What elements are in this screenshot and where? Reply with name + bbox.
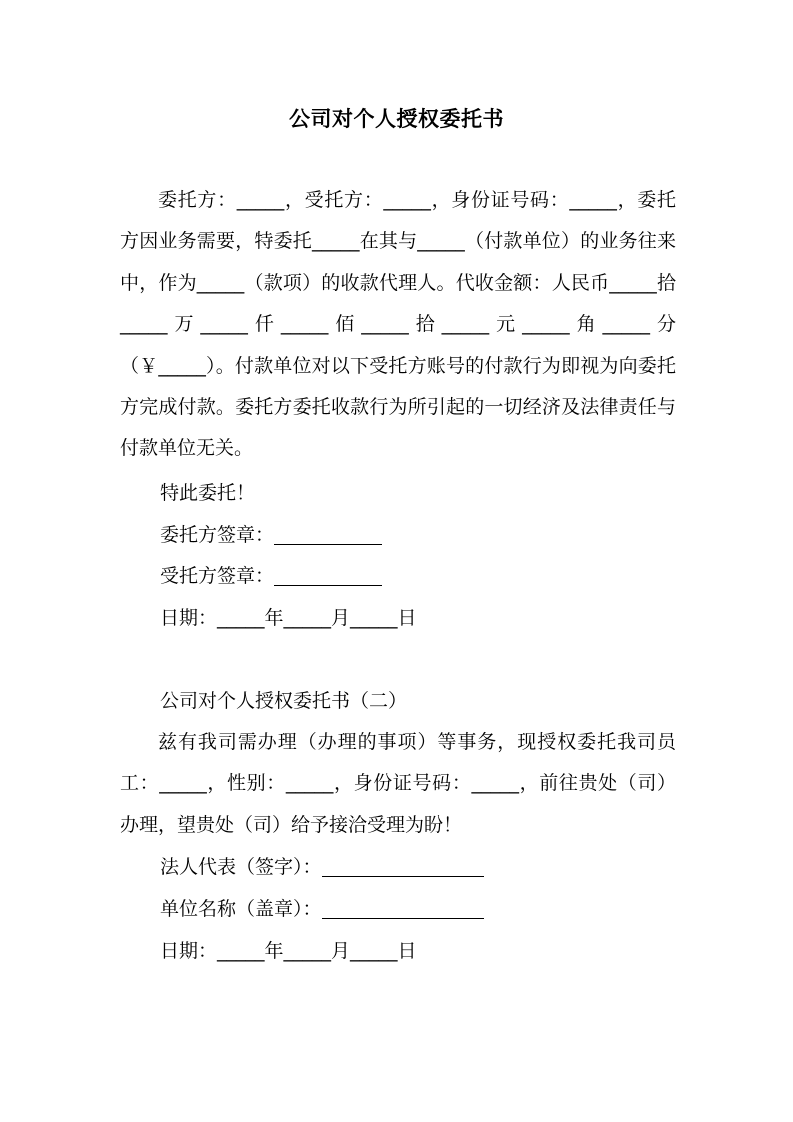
unit-name-blank [322, 898, 484, 919]
date-line: 日期：_____年_____月_____日 [160, 607, 417, 629]
special-authorization-text: 特此委托！ [160, 482, 256, 504]
document-title: 公司对个人授权委托书 [289, 107, 504, 131]
authorization-body: 委托方：_____，受托方：_____，身份证号码：_____，委托方因业务需要，特委托_____在其与_____（付款单位）的业务往来中，作为_____（款项）的收款代理人。代收金额：人民币_____拾_____万_____仟_____佰_____拾_____元_____角_____分（￥_____）。付款单位对以下受托方账号的付款行为即视为向委托方完成付款。委托方委托收款行为所引起的一切经济及法律责任与付款单位无关。 [120, 189, 676, 460]
agent-signature-blank [274, 565, 382, 586]
client-signature-label: 委托方签章： [160, 524, 275, 546]
agent-signature-label: 受托方签章： [160, 565, 275, 587]
agent-signature-line [160, 561, 382, 591]
legal-representative-label: 法人代表（签字）： [160, 856, 322, 878]
legal-representative-line [160, 852, 484, 882]
second-document-title: 公司对个人授权委托书（二） [160, 690, 408, 712]
client-signature-line [160, 520, 382, 550]
client-signature-blank [274, 524, 382, 545]
legal-representative-blank [322, 856, 484, 877]
unit-name-line [160, 894, 484, 924]
second-authorization-body: 兹有我司需办理（办理的事项）等事务，现授权委托我司员工：_____，性别：_____，身份证号码：_____，前往贵处（司）办理，望贵处（司）给予接洽受理为盼！ [120, 731, 676, 836]
unit-name-label: 单位名称（盖章）： [160, 898, 322, 920]
second-date-line: 日期：_____年_____月_____日 [160, 940, 417, 962]
